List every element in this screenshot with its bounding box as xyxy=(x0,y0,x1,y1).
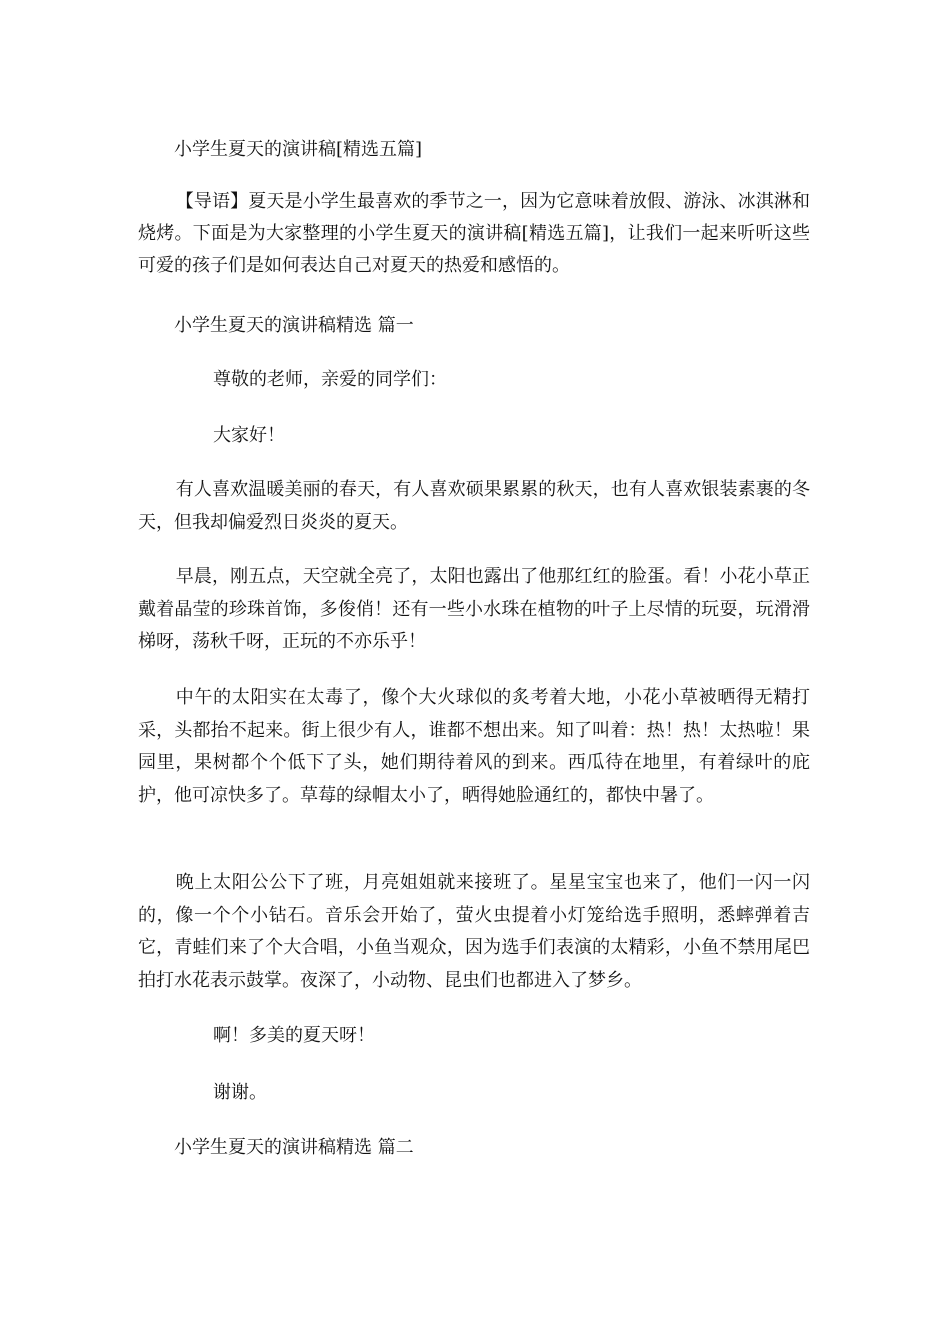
paragraph-1: 有人喜欢温暖美丽的春天，有人喜欢硕果累累的秋天，也有人喜欢银装素裹的冬天，但我却偏爱烈日炎炎的夏天。 xyxy=(138,479,810,533)
paragraph-2: 早晨，刚五点，天空就全亮了，太阳也露出了他那红红的脸蛋。看！小花小草正戴着晶莹的珍珠首饰，多俊俏！还有一些小水珠在植物的叶子上尽情的玩耍，玩滑滑梯呀，荡秋千呀，正玩的不亦乐乎！ xyxy=(138,566,810,652)
document-title: 小学生夏天的演讲稿[精选五篇] xyxy=(174,139,423,160)
paragraph-4: 晚上太阳公公下了班，月亮姐姐就来接班了。星星宝宝也来了，他们一闪一闪的，像一个个小钻石。音乐会开始了，萤火虫提着小灯笼给选手照明，悉蟀弹着吉它，青蛙们来了个大合唱，小鱼当观众，因为选手们表演的太精彩，小鱼不禁用尾巴拍打水花表示鼓掌。夜深了，小动物、昆虫们也都进入了梦乡。 xyxy=(138,872,810,991)
exclamation: 啊！多美的夏天呀！ xyxy=(213,1025,375,1046)
intro-paragraph: 【导语】夏天是小学生最喜欢的季节之一，因为它意味着放假、游泳、冰淇淋和烧烤。下面是为大家整理的小学生夏天的演讲稿[精选五篇]，让我们一起来听听这些可爱的孩子们是如何表达自己对夏天的热爱和感悟的。 xyxy=(138,191,810,276)
salutation: 尊敬的老师，亲爱的同学们： xyxy=(213,369,447,390)
section-heading-1: 小学生夏天的演讲稿精选 篇一 xyxy=(174,315,414,336)
greeting: 大家好！ xyxy=(213,425,285,446)
section-heading-2: 小学生夏天的演讲稿精选 篇二 xyxy=(174,1137,414,1158)
paragraph-3: 中午的太阳实在太毒了，像个大火球似的炙考着大地，小花小草被晒得无精打采，头都抬不起来。街上很少有人，谁都不想出来。知了叫着：热！热！太热啦！果园里，果树都个个低下了头，她们期待着风的到来。西瓜待在地里，有着绿叶的庇护，他可凉快多了。草莓的绿帽太小了，晒得她脸通红的，都快中暑了。 xyxy=(138,687,810,806)
thanks: 谢谢。 xyxy=(213,1082,267,1103)
